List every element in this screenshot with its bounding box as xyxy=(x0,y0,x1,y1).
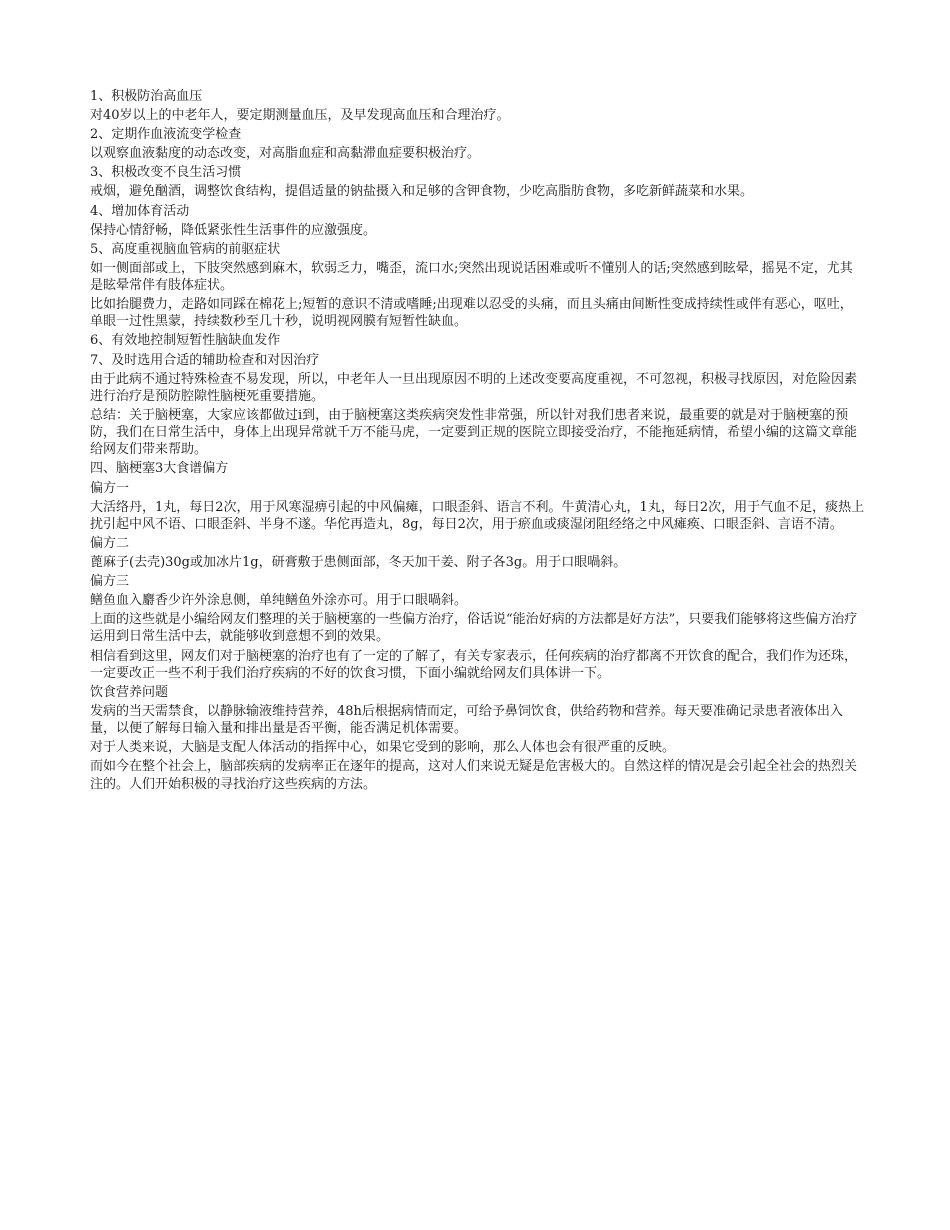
paragraph: 如一侧面部或上，下肢突然感到麻木，软弱乏力，嘴歪，流口水;突然出现说话困难或听不懂别人的话;突然感到眩晕，摇晃不定，尤其是眩晕常伴有肢体症状。 xyxy=(90,260,853,294)
paragraph: 上面的这些就是小编给网友们整理的关于脑梗塞的一些偏方治疗，俗话说“能治好病的方法都是好方法”，只要我们能够将这些偏方治疗运用到日常生活中去，就能够收到意想不到的效果。 xyxy=(90,612,858,645)
section-heading-nutrition: 饮食营养问题 xyxy=(90,684,169,700)
section-heading-recipes: 四、脑梗塞3大食谱偏方 xyxy=(90,461,229,477)
heading-6: 6、有效地控制短暂性脑缺血发作 xyxy=(90,333,281,349)
heading-2: 2、定期作血液流变学检查 xyxy=(90,127,242,143)
paragraph: 蓖麻子(去壳)30g或加冰片1g，研膏敷于患侧面部，冬天加干姜、附子各3g。用于口眼喎斜。 xyxy=(90,555,627,570)
recipe-heading-3: 偏方三 xyxy=(90,574,130,590)
paragraph: 保持心情舒畅，降低紧张性生活事件的应激强度。 xyxy=(90,222,377,238)
recipe-heading-2: 偏方二 xyxy=(90,535,130,551)
paragraph: 对40岁以上的中老年人，要定期测量血压，及早发现高血压和合理治疗。 xyxy=(90,108,510,124)
paragraph: 比如抬腿费力，走路如同踩在棉花上;短暂的意识不清或嗜睡;出现难以忍受的头痛，而且头痛由间断性变成持续性或伴有恶心，呕吐，单眼一过性黑蒙，持续数秒至几十秒，说明视网膜有短暂性缺血。 xyxy=(90,297,853,330)
heading-5: 5、高度重视脑血管病的前驱症状 xyxy=(90,241,281,257)
paragraph: 戒烟，避免酗酒，调整饮食结构，提倡适量的钠盐摄入和足够的含钾食物，少吃高脂肪食物，多吃新鲜蔬菜和水果。 xyxy=(90,184,754,200)
heading-4: 4、增加体育活动 xyxy=(90,203,190,219)
paragraph: 以观察血液黏度的动态改变，对高脂血症和高黏滞血症要积极治疗。 xyxy=(90,146,481,162)
heading-7: 7、及时选用合适的辅助检查和对因治疗 xyxy=(90,352,320,368)
paragraph: 发病的当天需禁食，以静脉输液维持营养，48h后根据病情而定，可给予鼻饲饮食，供给药物和营养。每天要准确记录患者液体出入量，以便了解每日输入量和排出量是否平衡，能否满足机体需要。 xyxy=(90,703,843,737)
heading-1: 1、积极防治高血压 xyxy=(90,89,203,104)
paragraph: 由于此病不通过特殊检查不易发现，所以，中老年人一旦出现原因不明的上述改变要高度重视，不可忽视，积极寻找原因，对危险因素进行治疗是预防腔隙性脑梗死重要措施。 xyxy=(90,371,858,404)
paragraph: 对于人类来说，大脑是支配人体活动的指挥中心，如果它受到的影响，那么人体也会有很严重的反映。 xyxy=(90,740,676,756)
paragraph: 大活络丹，1丸，每日2次，用于风寒湿痹引起的中风偏瘫，口眼歪斜、语言不利。牛黄清心丸，1丸，每日2次，用于气血不足，痰热上扰引起中风不语、口眼歪斜、半身不遂。华佗再造丸，8g，每日2次，用于瘀血或痰湿闭阻经络之中风瘫痪、口眼歪斜、言语不清。 xyxy=(90,499,865,532)
paragraph: 相信看到这里，网友们对于脑梗塞的治疗也有了一定的了解了，有关专家表示，任何疾病的治疗都离不开饮食的配合，我们作为还珠，一定要改正一些不利于我们治疗疾病的不好的饮食习惯，下面小编就给网友们具体讲一下。 xyxy=(90,648,858,681)
paragraph: 而如今在整个社会上，脑部疾病的发病率正在逐年的提高，这对人们来说无疑是危害极大的。自然这样的情况是会引起全社会的热烈关注的。人们开始积极的寻找治疗这些疾病的方法。 xyxy=(90,759,858,792)
heading-3: 3、积极改变不良生活习惯 xyxy=(90,165,242,181)
recipe-heading-1: 偏方一 xyxy=(90,480,130,496)
paragraph: 鳝鱼血入麝香少许外涂息侧，单纯鳝鱼外涂亦可。用于口眼喎斜。 xyxy=(90,593,468,609)
document-body xyxy=(90,88,865,795)
summary-paragraph: 总结：关于脑梗塞，大家应该都做过i到，由于脑梗塞这类疾病突发性非常强，所以针对我们患者来说，最重要的就是对于脑梗塞的预防，我们在日常生活中，身体上出现异常就千万不能马虎，一定要到正规的医院立即接受治疗，不能拖延病情，希望小编的这篇文章能给网友们带来帮助。 xyxy=(90,407,858,458)
